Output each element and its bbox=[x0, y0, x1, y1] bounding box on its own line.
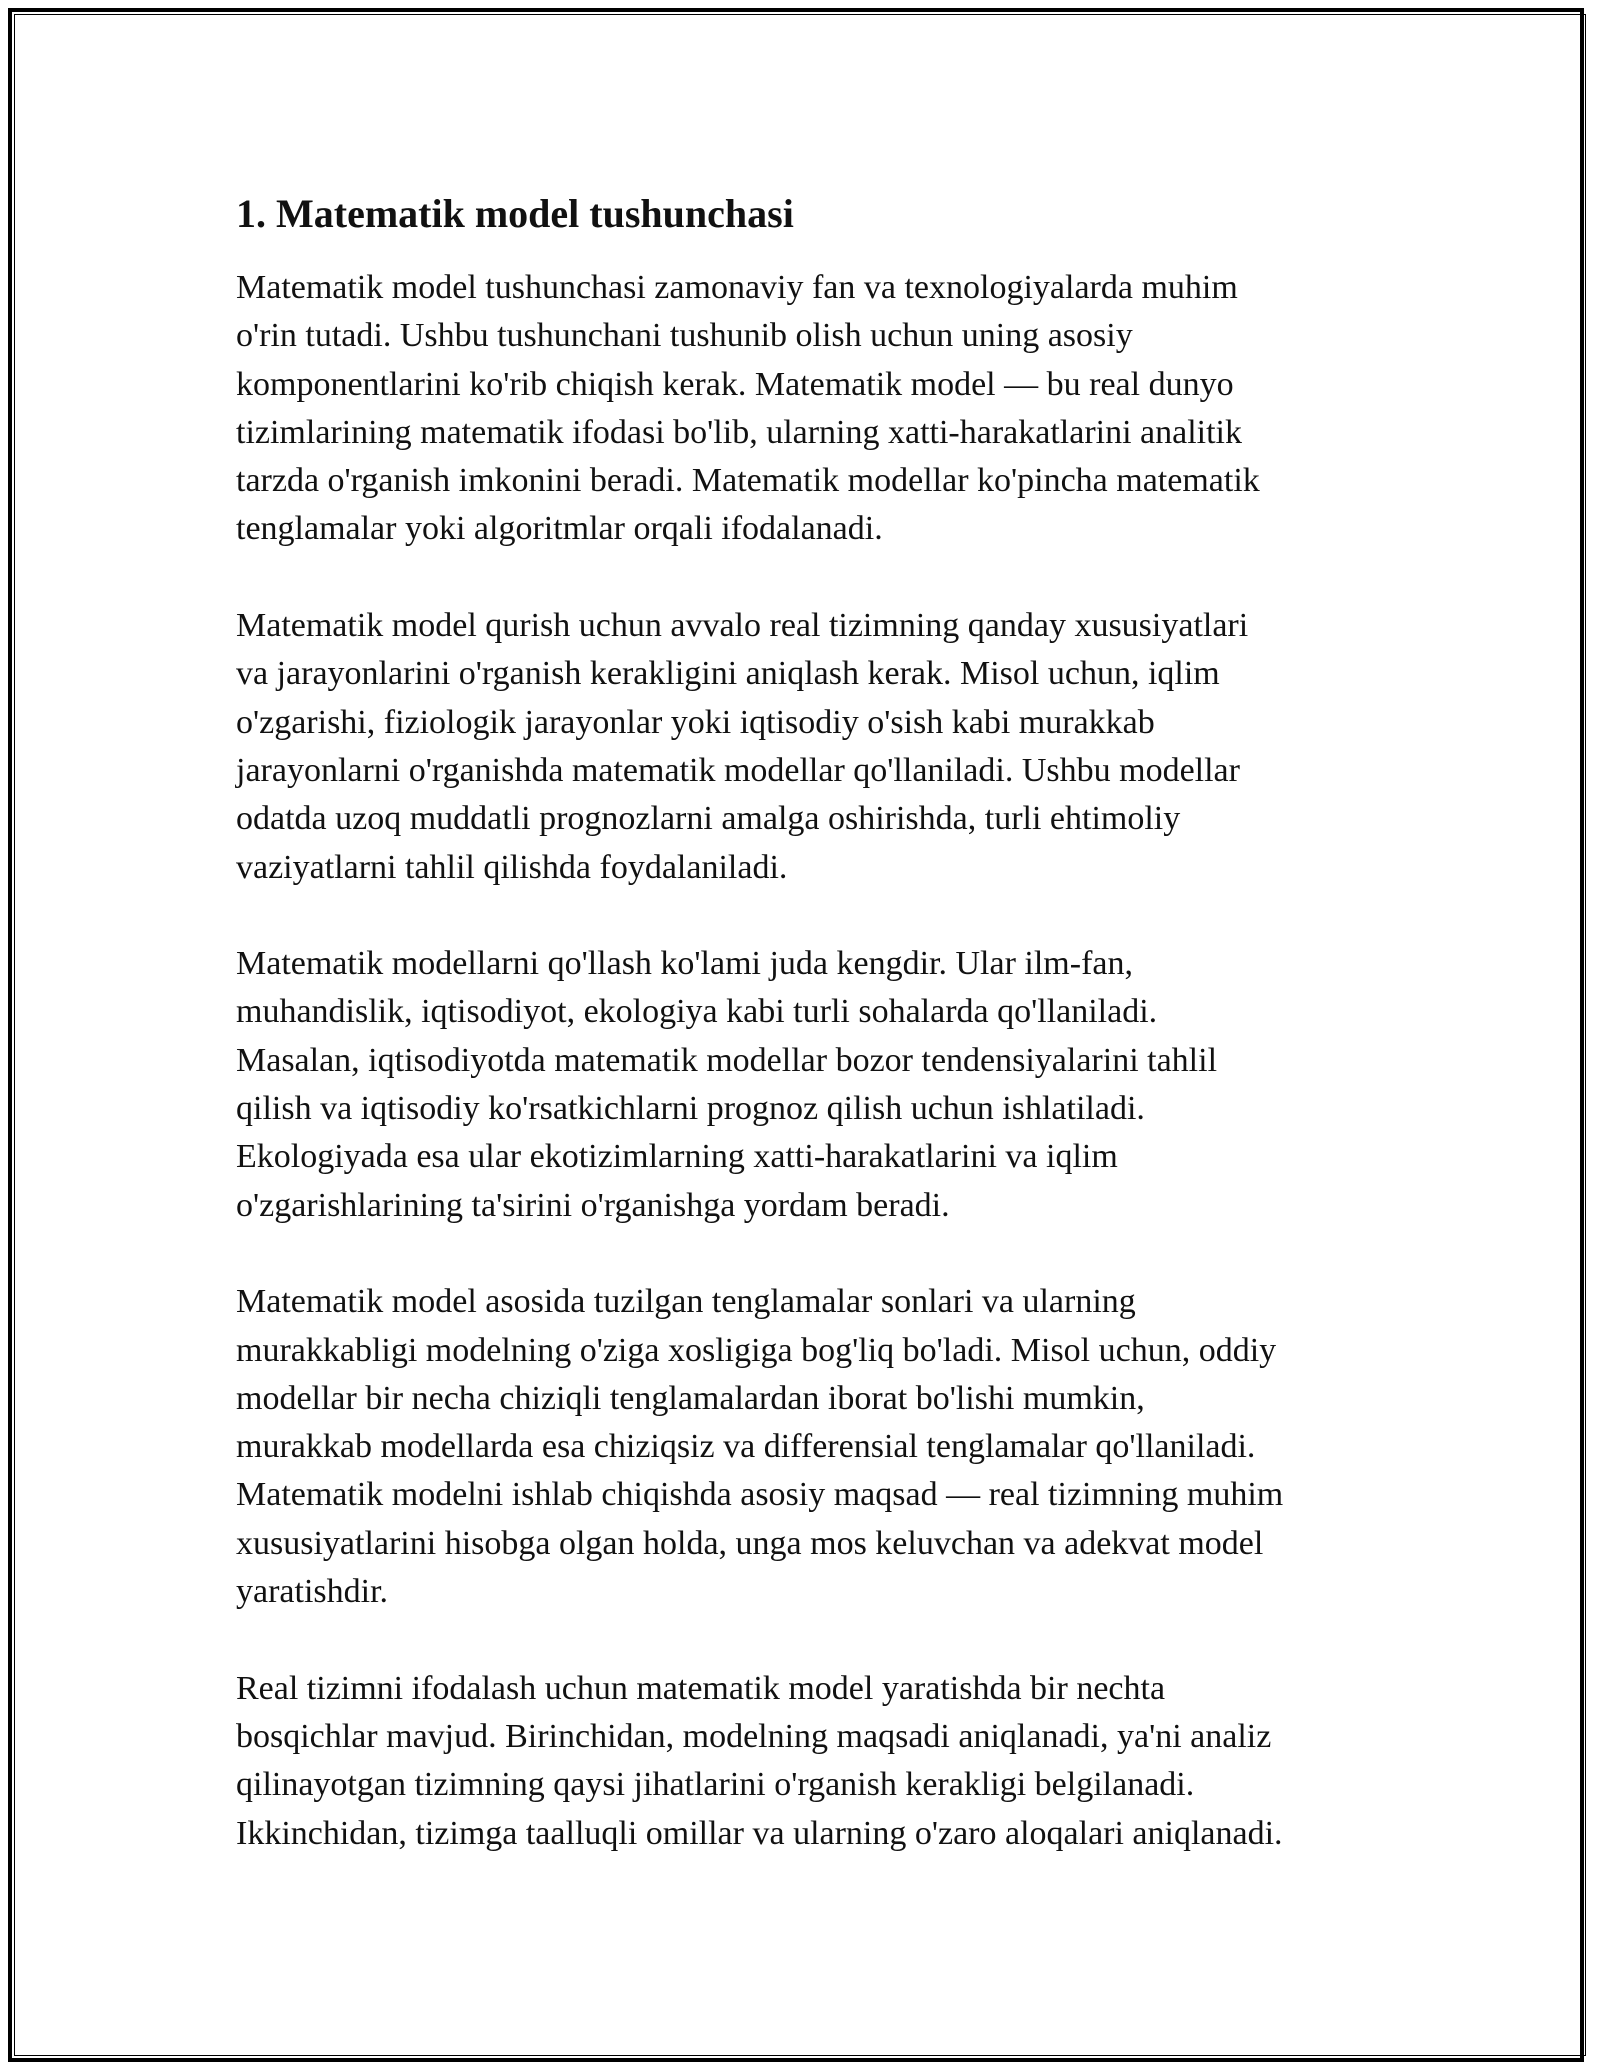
paragraph-line: Matematik model tushunchasi zamonaviy fan va texnologiyalarda muhim bbox=[236, 269, 1238, 306]
paragraph-line: tenglamalar yoki algoritmlar orqali ifodalanadi. bbox=[236, 510, 883, 548]
paragraph-line: bosqichlar mavjud. Birinchidan, modelning maqsadi aniqlanadi, ya'ni analiz bbox=[236, 1717, 1272, 1755]
paragraph-line: murakkab modellarda esa chiziqsiz va differensial tenglamalar qo'llaniladi. bbox=[236, 1428, 1256, 1466]
paragraph-line: yaratishdir. bbox=[236, 1573, 389, 1611]
paragraph-line: o'zgarishi, fiziologik jarayonlar yoki iqtisodiy o'sish kabi murakkab bbox=[236, 703, 1155, 741]
section-heading: 1. Matematik model tushunchasi bbox=[236, 191, 794, 236]
paragraph-line: Real tizimni ifodalash uchun matematik model yaratishda bir nechta bbox=[236, 1669, 1166, 1707]
paragraph-line: qilinayotgan tizimning qaysi jihatlarini o'rganish kerakligi belgilanadi. bbox=[236, 1766, 1195, 1804]
paragraph-line: modellar bir necha chiziqli tenglamalardan iborat bo'lishi mumkin, bbox=[236, 1379, 1145, 1417]
paragraph-line: o'zgarishlarining ta'sirini o'rganishga yordam beradi. bbox=[236, 1186, 950, 1224]
paragraph-line: jarayonlarni o'rganishda matematik modellar qo'llaniladi. Ushbu modellar bbox=[236, 751, 1240, 789]
paragraph-list bbox=[236, 264, 1386, 1858]
paragraph-line: xususiyatlarini hisobga olgan holda, unga mos keluvchan va adekvat model bbox=[236, 1524, 1264, 1562]
paragraph bbox=[236, 1278, 1386, 1616]
paragraph-line: tizimlarining matematik ifodasi bo'lib, ularning xatti-harakatlarini analitik bbox=[236, 413, 1243, 451]
paragraph-line: Matematik model qurish uchun avvalo real tizimning qanday xususiyatlari bbox=[236, 607, 1249, 645]
paragraph-line: murakkabligi modelning o'ziga xosligiga bog'liq bo'ladi. Misol uchun, oddiy bbox=[236, 1331, 1277, 1369]
paragraph-line: tarzda o'rganish imkonini beradi. Matematik modellar ko'pincha matematik bbox=[236, 462, 1260, 500]
paragraph-line: Matematik model asosida tuzilgan tenglamalar sonlari va ularning bbox=[236, 1283, 1136, 1321]
paragraph bbox=[236, 264, 1386, 554]
paragraph-line: odatda uzoq muddatli prognozlarni amalga oshirishda, turli ehtimoliy bbox=[236, 800, 1181, 838]
paragraph-line: Matematik modellarni qo'llash ko'lami juda kengdir. Ular ilm-fan, bbox=[236, 945, 1133, 983]
paragraph-line: Ikkinchidan, tizimga taalluqli omillar va ularning o'zaro aloqalari aniqlanadi. bbox=[236, 1814, 1283, 1852]
paragraph bbox=[236, 602, 1386, 892]
paragraph-line: Ekologiyada esa ular ekotizimlarning xatti-harakatlarini va iqlim bbox=[236, 1138, 1118, 1176]
paragraph-line: vaziyatlarni tahlil qilishda foydalaniladi. bbox=[236, 848, 788, 886]
paragraph-line: va jarayonlarini o'rganish kerakligini aniqlash kerak. Misol uchun, iqlim bbox=[236, 655, 1220, 693]
paragraph-line: komponentlarini ko'rib chiqish kerak. Matematik model — bu real dunyo bbox=[236, 365, 1234, 403]
paragraph bbox=[236, 1665, 1386, 1858]
paragraph-line: Masalan, iqtisodiyotda matematik modellar bozor tendensiyalarini tahlil bbox=[236, 1041, 1218, 1079]
paragraph bbox=[236, 940, 1386, 1230]
paragraph-line: muhandislik, iqtisodiyot, ekologiya kabi turli sohalarda qo'llaniladi. bbox=[236, 993, 1158, 1031]
paragraph-line: o'rin tutadi. Ushbu tushunchani tushunib olish uchun uning asosiy bbox=[236, 317, 1133, 355]
paragraph-line: qilish va iqtisodiy ko'rsatkichlarni prognoz qilish uchun ishlatiladi. bbox=[236, 1090, 1145, 1128]
paragraph-line: Matematik modelni ishlab chiqishda asosiy maqsad — real tizimning muhim bbox=[236, 1476, 1284, 1514]
document-body bbox=[236, 186, 1386, 1906]
